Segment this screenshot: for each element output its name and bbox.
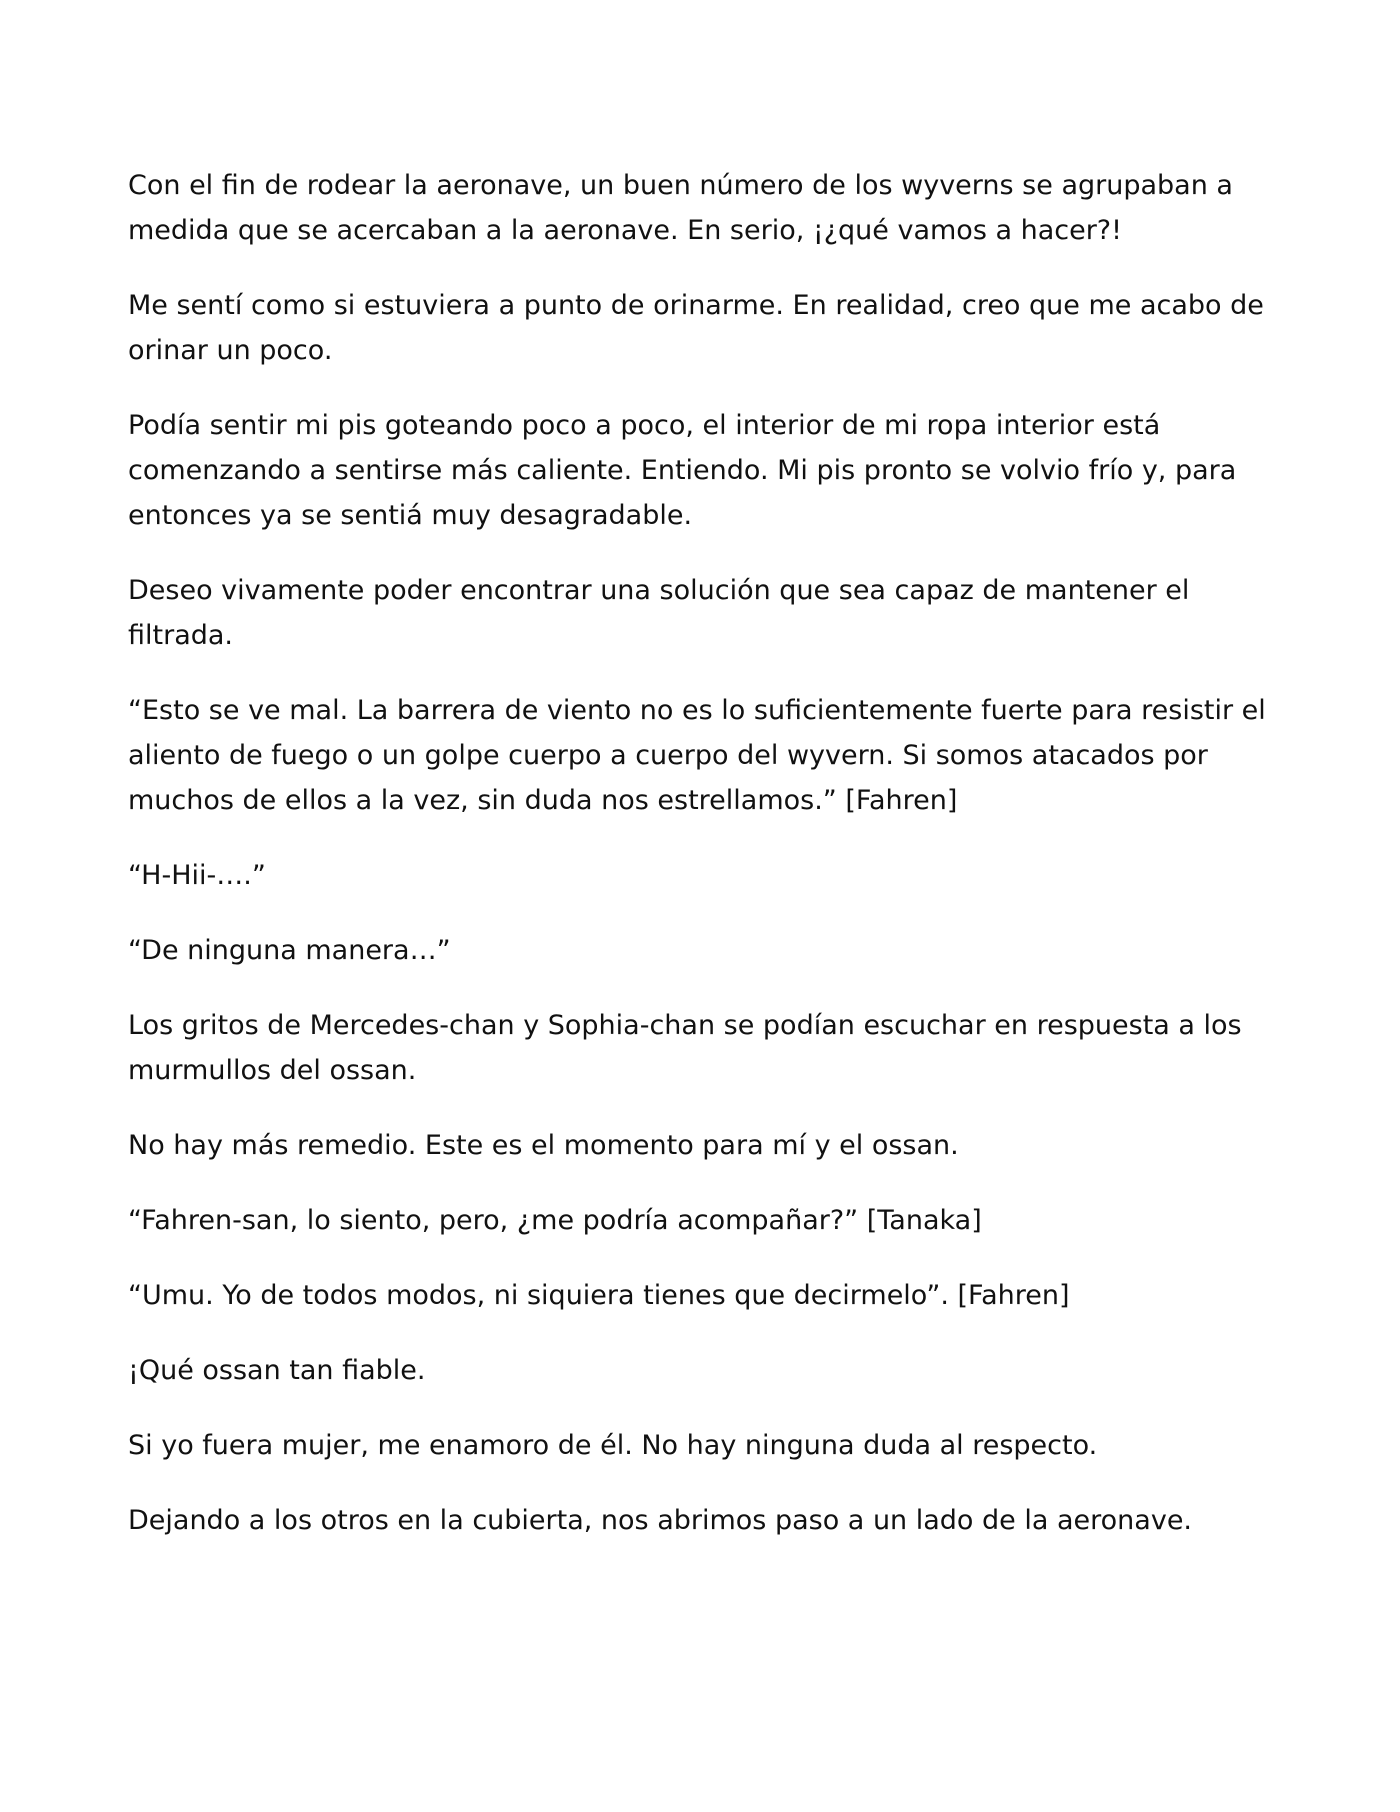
paragraph-7: “De ninguna manera…” [128,935,451,966]
paragraph-8: Los gritos de Mercedes-chan y Sophia-chan se podían escuchar en respuesta a los murmullos del ossan. [128,1010,1242,1086]
document-body [128,163,1288,1573]
paragraph-4: Deseo vivamente poder encontrar una solución que sea capaz de mantener el filtrada. [128,575,1190,651]
paragraph-14: Dejando a los otros en la cubierta, nos abrimos paso a un lado de la aeronave. [128,1505,1193,1536]
paragraph-3: Podía sentir mi pis goteando poco a poco, el interior de mi ropa interior está comenzando a sentirse más caliente. Entiendo. Mi pis pronto se volvio frío y, para entonces ya se sentiá muy desagradable. [128,410,1237,531]
paragraph-12: ¡Qué ossan tan fiable. [128,1355,426,1386]
paragraph-5: “Esto se ve mal. La barrera de viento no es lo suficientemente fuerte para resistir el aliento de fuego o un golpe cuerpo a cuerpo del wyvern. Si somos atacados por muchos de ellos a la vez, sin duda nos estrellamos.” [Fahren] [128,695,1266,816]
paragraph-13: Si yo fuera mujer, me enamoro de él. No hay ninguna duda al respecto. [128,1430,1098,1461]
paragraph-9: No hay más remedio. Este es el momento para mí y el ossan. [128,1130,959,1161]
paragraph-1: Con el fin de rodear la aeronave, un buen número de los wyverns se agrupaban a medida que se acercaban a la aeronave. En serio, ¡¿qué vamos a hacer?! [128,170,1233,246]
paragraph-2: Me sentí como si estuviera a punto de orinarme. En realidad, creo que me acabo de orinar un poco. [128,290,1264,366]
paragraph-11: “Umu. Yo de todos modos, ni siquiera tienes que decirmelo”. [Fahren] [128,1280,1070,1311]
paragraph-10: “Fahren-san, lo siento, pero, ¿me podría acompañar?” [Tanaka] [128,1205,982,1236]
paragraph-6: “H-Hii-….” [128,860,266,891]
